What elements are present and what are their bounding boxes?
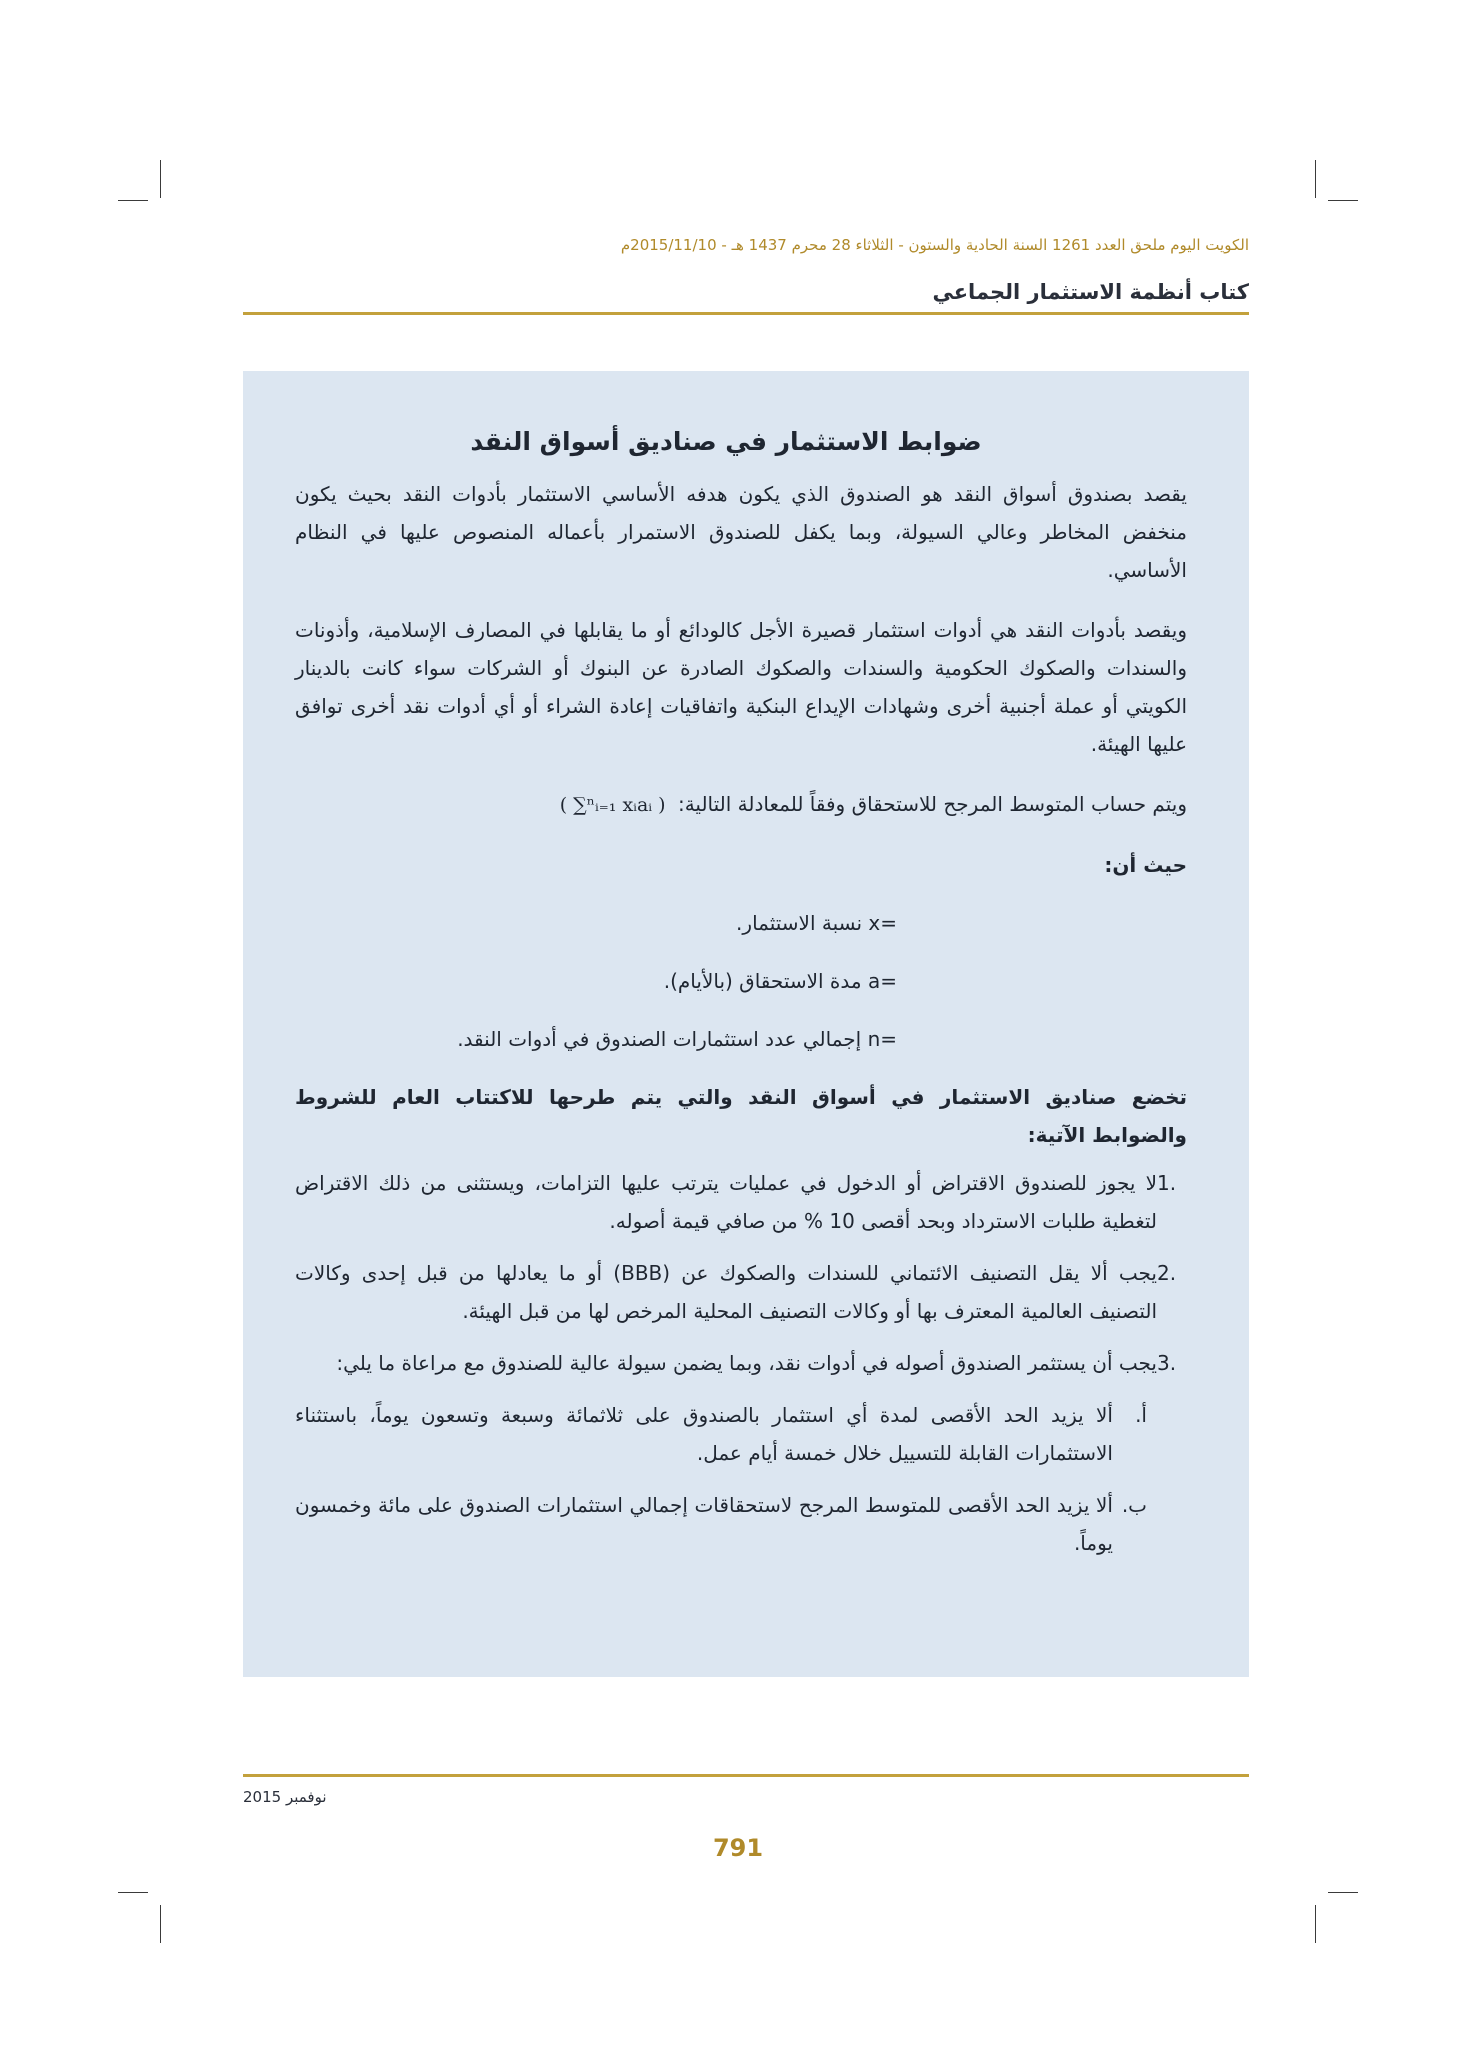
rule-text: يجب أن يستثمر الصندوق أصوله في أدوات نقد، وبما يضمن سيولة عالية للصندوق مع مراعاة ما يلي:	[336, 1351, 1157, 1375]
rule-item	[295, 1344, 1187, 1382]
formula-intro: ويتم حساب المتوسط المرجح للاستحقاق وفقاً للمعادلة التالية:	[677, 792, 1187, 816]
crop-mark	[1328, 200, 1358, 201]
where-label: حيث أن:	[1104, 853, 1187, 877]
subrule-text: ألا يزيد الحد الأقصى لمدة أي استثمار بالصندوق على ثلاثمائة وسبعة وتسعون يوماً، باستثناء الاستثمارات القابلة للتسييل خلال خمسة أيام عمل.	[295, 1403, 1113, 1465]
subrule-item	[295, 1486, 1147, 1562]
subrule-item	[295, 1396, 1147, 1472]
crop-mark	[1328, 1892, 1358, 1893]
subrule-mark: ب.	[1121, 1493, 1147, 1517]
rule-text: يجب ألا يقل التصنيف الائتماني للسندات والصكوك عن (BBB) أو ما يعادلها من قبل إحدى وكالات التصنيف العالمية المعترف بها أو وكالات التصنيف المحلية المرخص لها من قبل الهيئة.	[295, 1261, 1157, 1323]
crop-mark	[1315, 160, 1316, 198]
rule-number: 1.	[1157, 1171, 1177, 1195]
rules-intro: تخضع صناديق الاستثمار في أسواق النقد والتي يتم طرحها للاكتتاب العام للشروط والضوابط الآتية:	[295, 1085, 1187, 1147]
definition-n	[295, 1020, 1187, 1058]
rule-item	[295, 1254, 1187, 1330]
definition-x	[295, 904, 1187, 942]
crop-mark	[1315, 1905, 1316, 1943]
subrule-text: ألا يزيد الحد الأقصى للمتوسط المرجح لاستحقاقات إجمالي استثمارات الصندوق على مائة وخمسون يوماً.	[295, 1493, 1113, 1555]
definition-text: نسبة الاستثمار.	[736, 911, 863, 935]
definition-a	[295, 962, 1187, 1000]
paragraph-instruments: ويقصد بأدوات النقد هي أدوات استثمار قصيرة الأجل كالودائع أو ما يقابلها في المصارف الإسلامية، وأذونات والسندات والصكوك الحكومية والسندات والصكوك الصادرة عن البنوك أو الشركات سواء كانت بالدينار الكويتي أو عملة أجنبية أخرى وشهادات الإيداع البنكية واتفاقيات إعادة الشراء أو أي أدوات نقد أخرى توافق عليها الهيئة.	[295, 618, 1187, 756]
definition-variable: n=	[867, 1027, 897, 1051]
subrule-mark: أ.	[1135, 1403, 1147, 1427]
paragraph-definition: يقصد بصندوق أسواق النقد هو الصندوق الذي يكون هدفه الأساسي الاستثمار بأدوات النقد بحيث يكون منخفض المخاطر وعالي السيولة، وبما يكفل للصندوق الاستمرار بأعماله المنصوص عليها في النظام الأساسي.	[295, 482, 1187, 582]
weighted-average-formula: ( ∑ⁿᵢ₌₁ xᵢaᵢ )	[559, 794, 666, 816]
section-title: ضوابط الاستثمار في صناديق أسواق النقد	[470, 427, 982, 456]
definition-variable: x=	[868, 911, 897, 935]
rule-number: 2.	[1157, 1261, 1177, 1285]
rule-text: لا يجوز للصندوق الاقتراض أو الدخول في عمليات يترتب عليها التزامات، ويستثنى من ذلك الاقتراض لتغطية طلبات الاسترداد وبحد أقصى 10 % من صافي قيمة أصوله.	[295, 1171, 1157, 1233]
crop-mark	[160, 1905, 161, 1943]
definition-text: مدة الاستحقاق (بالأيام).	[663, 969, 862, 993]
rule-item	[295, 1164, 1187, 1240]
crop-mark	[118, 1892, 148, 1893]
section-content	[295, 423, 1187, 1576]
header-rule	[243, 312, 1249, 315]
definition-text: إجمالي عدد استثمارات الصندوق في أدوات النقد.	[457, 1027, 862, 1051]
formula-line	[295, 785, 1187, 824]
definition-variable: a=	[867, 969, 897, 993]
rule-number: 3.	[1157, 1351, 1177, 1375]
footer-date: نوفمبر 2015	[243, 1788, 327, 1806]
page-number: 791	[712, 1834, 764, 1862]
content-panel	[243, 371, 1249, 1677]
crop-mark	[160, 160, 161, 198]
crop-mark	[118, 200, 148, 201]
publication-header: الكويت اليوم ملحق العدد 1261 السنة الحادية والستون - الثلاثاء 28 محرم 1437 هـ - 2015/11/10م	[620, 236, 1249, 254]
book-title: كتاب أنظمة الاستثمار الجماعي	[932, 280, 1249, 304]
footer-rule	[243, 1774, 1249, 1777]
